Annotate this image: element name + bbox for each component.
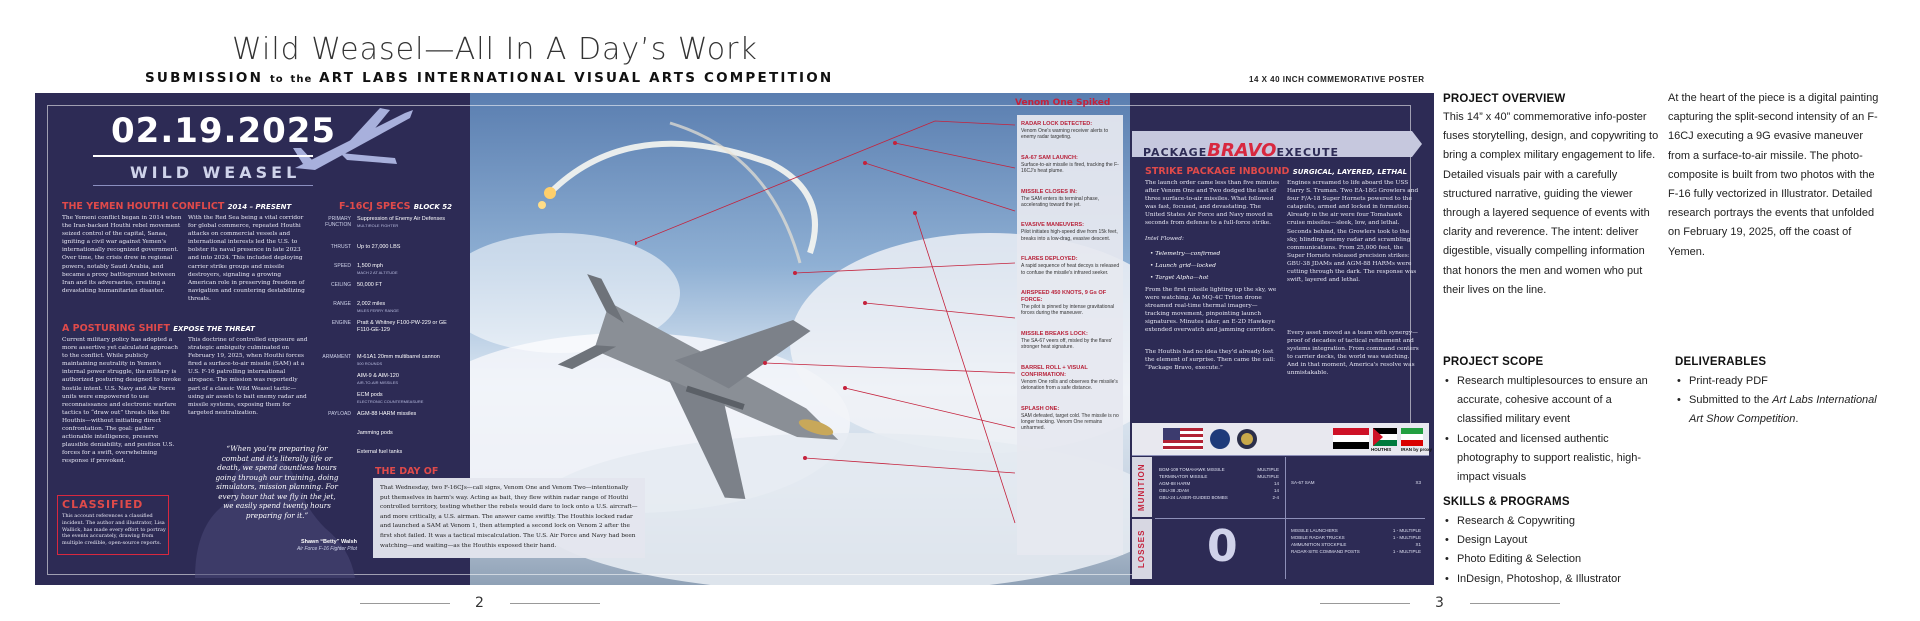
losses-tab: LOSSES <box>1132 519 1152 579</box>
callout-item <box>1021 155 1121 175</box>
deliverable-item: • Print-ready PDF <box>1675 372 1890 391</box>
munition-count: MULTIPLE <box>1257 474 1279 479</box>
callout-item <box>1021 290 1121 317</box>
houthi-flag-icon <box>1373 428 1397 446</box>
air-force-seal-icon <box>1210 429 1230 449</box>
page-rule <box>1470 603 1560 604</box>
conflict-text: The Yemeni conflict began in 2014 when the Iran-backed Houthi rebel movement seized control of the capital, Sanaa, igniting a civil war against Yemen's internationally recognized government. Over time, the crisis drew in regional powers, notably Saudi Arabia, and became a proxy battleground between Iran and its adversaries, creating a devastating humanitarian disaster. <box>62 215 182 294</box>
munition-name: MOBILE RADAR TRUCKS <box>1291 535 1345 540</box>
munition-name: RADAR-SITE COMMAND POSTS <box>1291 549 1360 554</box>
callout-list <box>1021 121 1121 551</box>
munition-row <box>1291 527 1421 534</box>
strike-text: The Houthis had no idea they'd already lost the element of surprise. Then came the call: “Package Bravo, execute.” <box>1145 349 1276 372</box>
callout-desc: The SA-67 veers off, misled by the flares' stronger heat signature. <box>1021 337 1113 351</box>
deliverables-heading: DELIVERABLES <box>1675 356 1767 368</box>
scope-item: • Located and licensed authentic photography to support realistic, high-impact visuals <box>1443 430 1658 488</box>
spec-key: CEILING <box>330 282 351 288</box>
us-flag-icon <box>1163 428 1203 450</box>
callout-desc: The pilot is pinned by intense gravitational forces during the maneuver. <box>1021 304 1115 317</box>
callout-desc: A rapid sequence of heat decoys is released to confuse the missile's infrared seeker. <box>1021 263 1120 276</box>
page-number-right: 3 <box>1435 595 1444 611</box>
munition-count: MULTIPLE <box>1257 467 1279 472</box>
munition-count: X3 <box>1415 480 1421 485</box>
callout-item <box>1021 331 1121 351</box>
title-rule <box>93 155 313 157</box>
spec-key: PAYLOAD <box>328 411 351 417</box>
munition-count: 1 - MULTIPLE <box>1392 528 1421 533</box>
munition-name: GBU-38 JDAM <box>1159 488 1189 493</box>
posture-text: Current military policy has adopted a more assertive yet calculated approach to the conflict. While publicly maintaining neutrality in Yemen's internal power struggle, the military is authorized posturing designed to invoke hostile intent. U.S. Navy and Air Force units were empowered to use reconnaissance and electronic warfare tactics to “draw out” threats like the Houthis—without initiating direct confrontation. The goal: gather actionable intelligence, preserve plausible deniability, and position U.S. forces for a swift, overwhelming response if provoked. <box>62 337 181 465</box>
heading-text: THE YEMEN HOUTHI CONFLICT <box>62 201 225 212</box>
callout-title: FLARES DEPLOYED: <box>1021 256 1078 263</box>
deliverables-list <box>1675 372 1890 430</box>
callout-item <box>1021 222 1121 242</box>
munition-row <box>1291 541 1421 548</box>
heading-sub: BLOCK 52 <box>413 203 453 211</box>
subtitle-part: ART LABS INTERNATIONAL VISUAL ARTS COMPETITION <box>319 70 834 86</box>
strike-text: The launch order came less than five minutes after Venom One and Two dodged the last of three surface-to-air missiles. What followed was fast, focused, and devastating. The United States Air Force and Navy moved in seconds from defense to a full-force strike. <box>1145 180 1280 227</box>
heading-sub: 2014 – PRESENT <box>227 203 292 211</box>
deliverable-text: Submitted to the <box>1689 394 1773 407</box>
callout-title: AIRSPEED 450 KNOTS, 9 Gs OF FORCE: <box>1021 290 1107 304</box>
spec-value: Suppression of Enemy Air Defenses <box>357 216 446 222</box>
losses-enemy <box>1291 527 1421 555</box>
spec-row <box>321 411 451 431</box>
overview-heading: PROJECT OVERVIEW <box>1443 93 1566 105</box>
page-rule <box>510 603 600 604</box>
munition-row <box>1159 466 1279 473</box>
page-subtitle <box>145 70 833 86</box>
munitions-us <box>1159 466 1279 501</box>
quote-author: Shawn “Betty” Walsh <box>300 539 357 545</box>
munitions-enemy <box>1291 479 1421 486</box>
spec-value: External fuel tanks <box>357 449 403 455</box>
overview-text: This 14” x 40” commemorative info-poster fuses storytelling, design, and copywriting to bring a complex military engagement to life. Detailed visuals pair with a carefully structured narrative, guiding the viewer through a layered sequence of events with clarity and reverence. The intent: deliver digestible, visually compelling information that honors the men and women who put their lives on the line. <box>1443 111 1659 296</box>
spec-row <box>321 263 451 283</box>
munition-name: AMMUNITION STOCKPILE <box>1291 542 1347 547</box>
munition-count: X1 <box>1415 542 1421 547</box>
overview-text-2: At the heart of the piece is a digital painting capturing the split-second intensity of an F-16CJ executing a 9G evasive maneuver from a surface-to-air missile. The photo-composite is built from two photos with the F-16 fully vectorized in Illustrator. Detailed research portrays the events that unfolded on February 19, 2025, off the coast of Yemen. <box>1668 92 1879 258</box>
callout-title: MISSILE CLOSES IN: <box>1021 188 1077 195</box>
skill-item: • InDesign, Photoshop, & Illustrator <box>1443 570 1658 589</box>
heading-sub: SURGICAL, LAYERED, LETHAL <box>1292 168 1408 176</box>
spec-sub: MACH 2 AT ALTITUDE <box>357 270 398 275</box>
package-text: PACKAGE <box>1143 146 1208 159</box>
munition-name: GBU-24 LASER-GUIDED BOMBS <box>1159 495 1228 500</box>
spec-value: Jamming pods <box>357 430 393 436</box>
munition-name: TERMINATOR MISSILE <box>1159 474 1208 479</box>
subtitle-part: the <box>290 74 313 85</box>
specs-heading <box>339 201 452 212</box>
spec-key: ENGINE <box>331 320 351 326</box>
conflict-heading <box>62 201 291 212</box>
munition-row <box>1291 534 1421 541</box>
poster <box>35 93 1434 585</box>
spec-sub: ELECTRONIC COUNTERMEASURE <box>357 399 424 404</box>
munition-row <box>1159 480 1279 487</box>
munition-name: AGM-88 HARM <box>1159 481 1191 486</box>
spec-row <box>321 373 451 393</box>
spec-row <box>321 320 451 340</box>
deliverable-emphasis: Art Labs International Art Show Competition <box>1689 394 1877 426</box>
spec-value: Up to 27,000 LBS <box>357 244 401 250</box>
conflict-text: With the Red Sea being a vital corridor for global commerce, repeated Houthi attacks on commercial vessels and international interests led the U.S. to bolster its naval presence in late 2023 and into 2024. This included deploying carrier strike groups and missile destroyers, signaling a growing American role in preserving freedom of navigation and countering destabilizing threats. <box>188 215 305 302</box>
skills-heading: SKILLS & PROGRAMS <box>1443 496 1570 508</box>
spec-key: SPEED <box>334 263 351 269</box>
spec-value: ECM pods <box>357 392 383 398</box>
callout-desc: Venom One rolls and observes the missile's detonation from a safe distance. <box>1021 378 1118 392</box>
callout-leader-lines <box>635 103 1025 573</box>
spec-row <box>321 354 451 374</box>
deliverable-text: . <box>1795 413 1799 426</box>
package-title <box>1143 140 1339 161</box>
spec-row <box>321 301 451 321</box>
callout-item <box>1021 406 1121 432</box>
munition-count: 14 <box>1273 488 1279 493</box>
deliverable-item <box>1675 391 1890 429</box>
package-bravo: BRAVO <box>1207 140 1277 161</box>
page-rule <box>1320 603 1410 604</box>
spec-sub: AIR-TO-AIR MISSILES <box>357 380 399 385</box>
callout-title: EVASIVE MANEUVERS: <box>1021 222 1084 229</box>
spec-row <box>321 282 451 302</box>
subtitle-part: SUBMISSION <box>145 70 264 86</box>
strike-text: Every asset moved as a team with synergy—proof of decades of tactical refinement and systems integration. From command centers to carrier decks, the world was watching. And in that moment, America's resolve was unmistakable. <box>1287 330 1419 377</box>
callout-item <box>1021 256 1121 276</box>
title-rule <box>93 185 313 186</box>
spec-value: 50,000 FT <box>357 282 383 288</box>
spec-sub: 500 ROUNDS <box>357 361 383 366</box>
losses-us-value: 0 <box>1207 521 1238 572</box>
callout-title: BARREL ROLL + VISUAL CONFIRMATION: <box>1021 364 1088 378</box>
heading-sub: EXPOSE THE THREAT <box>173 325 255 333</box>
munition-row <box>1159 473 1279 480</box>
spec-key: PRIMARY FUNCTION <box>325 216 351 228</box>
callout-item <box>1021 121 1121 141</box>
callout-title: RADAR LOCK DETECTED: <box>1021 121 1093 127</box>
spec-sub: MILES FERRY RANGE <box>357 308 399 313</box>
callout-desc: Surface-to-air missile is fired, tracking the F-16CJ's heat plume. <box>1021 161 1119 175</box>
poster-date: 02.19.2025 <box>111 111 337 151</box>
munition-count: 1 - MULTIPLE <box>1392 535 1421 540</box>
spec-value: Pratt & Whitney F100-PW-229 or GE F110-GE-129 <box>357 320 447 333</box>
dayof-heading: THE DAY OF <box>375 466 439 477</box>
spec-row <box>321 216 451 236</box>
spec-row <box>321 430 451 450</box>
page-number-left: 2 <box>475 595 484 611</box>
page-rule <box>360 603 450 604</box>
munition-row <box>1291 479 1421 486</box>
munition-row <box>1291 548 1421 555</box>
classified-text: This account references a classified incident. The author and illustrator, Lisa Wallick, has made every effort to portray the events accurately, drawing from multiple credible, open-source reports. <box>62 513 166 547</box>
scope-item: • Research multiplesources to ensure an accurate, cohesive account of a classified military event <box>1443 372 1658 430</box>
spec-row <box>321 392 451 412</box>
posture-heading <box>62 323 255 334</box>
heading-text: STRIKE PACKAGE INBOUND <box>1145 166 1290 177</box>
intel-item: • Telemetry—confirmed <box>1150 251 1221 257</box>
spec-row <box>321 244 451 264</box>
table-divider <box>1285 457 1286 579</box>
spec-key: ARMAMENT <box>322 354 351 360</box>
skill-item: • Research & Copywriting <box>1443 512 1658 531</box>
strike-text: From the first missile lighting up the sky, we were watching. An MQ-4C Triton drone streamed real-time thermal imagery—tracking movement, pinpointing launch signatures. Minutes later, an E-2D Hawkeye extended overwatch and jamming corridors. <box>1145 287 1277 334</box>
callout-desc: Pilot initiates high-speed dive from 15k feet, breaks into a low-drag, evasive descent. <box>1021 229 1118 242</box>
page-title: Wild Weasel—All In A Day’s Work <box>232 32 758 67</box>
quote-role: Air Force F-16 Fighter Pilot <box>296 546 357 552</box>
scope-heading: PROJECT SCOPE <box>1443 356 1544 368</box>
flag-label: IRAN by proxy <box>1401 447 1433 452</box>
callout-title: MISSILE BREAKS LOCK: <box>1021 330 1088 337</box>
strike-heading <box>1145 166 1407 177</box>
callout-title: SA-67 SAM LAUNCH: <box>1021 154 1078 161</box>
pilot-quote: “When you’re preparing for combat and it’s literally life or death, we spend countless hours going through our training, doing simulators, mission planning. For every hour that we fly in the jet, we easily spend twenty hours preparing for it.” <box>215 444 339 520</box>
skill-item: • Design Layout <box>1443 531 1658 550</box>
spec-value: M-61A1 20mm multibarrel cannon <box>357 354 440 360</box>
callout-desc: The SAM enters its terminal phase, accelerating toward the jet. <box>1021 195 1100 209</box>
munition-count: 1 - MULTIPLE <box>1392 549 1421 554</box>
callout-title: SPLASH ONE: <box>1021 405 1060 412</box>
spec-value: AGM-88 HARM missiles <box>357 411 417 417</box>
munition-row <box>1159 487 1279 494</box>
strike-text: Engines screamed to life aboard the USS Harry S. Truman. Two EA-18G Growlers and four F/A-18 Super Hornets powered to the catapults, armed and locked in formation. Already in the air were four Tomahawk cruise missiles—sleek, low, and lethal. Seconds behind, the Growlers took to the sky, blinding enemy radar and scrambling communications. From 25,000 feet, the Super Hornets released precision strikes: GBU-38 JDAMs and AGM-88 HARMs were cutting through the dark. The response was swift, layered and lethal. <box>1287 180 1419 284</box>
skills-list <box>1443 512 1658 589</box>
intel-list <box>1150 248 1280 284</box>
posture-text: This doctrine of controlled exposure and strategic ambiguity culminated on February 19, 2025, when Houthi forces fired a surface-to-air missile (SAM) at a U.S. F-16 patrolling international airspace. The mission was reportedly part of a classic Wild Weasel tactic—using air assets to bait enemy radar and missile systems, exposing them for targeted neutralization. <box>188 337 308 416</box>
intel-item: • Launch grid—locked <box>1150 263 1216 269</box>
table-divider <box>1155 518 1425 519</box>
yemen-flag-icon <box>1333 428 1369 449</box>
subtitle-part: to <box>269 74 284 85</box>
spec-key: THRUST <box>330 244 351 250</box>
spec-value: AIM-9 & AIM-120 <box>357 373 399 379</box>
munition-name: MISSILE LAUNCHERS <box>1291 528 1338 533</box>
spec-sub: MULTIROLE FIGHTER <box>357 223 399 228</box>
classified-heading: CLASSIFIED <box>62 498 144 511</box>
heading-text: A POSTURING SHIFT <box>62 323 170 334</box>
flag-label: HOUTHIS <box>1371 447 1392 452</box>
heading-text: F-16CJ SPECS <box>339 201 411 212</box>
poster-size-label: 14 X 40 INCH COMMEMORATIVE POSTER <box>1249 75 1425 84</box>
skill-item: • Photo Editing & Selection <box>1443 550 1658 569</box>
callout-item <box>1021 189 1121 209</box>
venom-heading: Venom One Spiked <box>1015 98 1111 108</box>
munition-row <box>1159 494 1279 501</box>
munition-name: BGM-109 TOMAHAWK MISSILE <box>1159 467 1225 472</box>
callout-item <box>1021 365 1121 392</box>
munition-count: 2-4 <box>1272 495 1279 500</box>
munition-tab: MUNITION <box>1132 457 1152 517</box>
intel-item: • Target Alpha—hot <box>1150 275 1209 281</box>
callout-desc: Venom One's warning receiver alerts to enemy radar targeting. <box>1021 128 1109 141</box>
poster-subtitle: WILD WEASEL <box>130 163 301 182</box>
callout-desc: SAM defeated, target cold. The missile is no longer tracking. Venom One remains unharmed. <box>1021 412 1119 432</box>
intel-label: Intel Flowed: <box>1145 236 1184 242</box>
package-text: EXECUTE <box>1276 146 1339 159</box>
munition-count: 14 <box>1273 481 1279 486</box>
munition-name: SA-67 SAM <box>1291 480 1315 485</box>
spec-key: RANGE <box>333 301 351 307</box>
iran-flag-icon <box>1401 428 1423 446</box>
spec-value: 1,500 mph <box>357 263 383 269</box>
spec-value: 2,002 miles <box>357 301 386 307</box>
scope-list <box>1443 372 1658 487</box>
dayof-text: That Wednesday, two F-16CJs—call signs, Venom One and Venom Two—intentionally put themselves in harm's way. Acting as bait, they flew within radar range of Houthi controlled territory, testing whether the rebels would dare to lock onto a U.S. aircraft—and more critically, a U.S. airman. The answer came swiftly. The Houthis locked radar and launched a SAM at Venom 1, then attempted a second lock on Venom 2 after the first shot failed. It was a tactical miscalculation. The U.S. Air Force and Navy had been watching—and waiting—as the Houthis exposed their hand. <box>380 485 638 549</box>
